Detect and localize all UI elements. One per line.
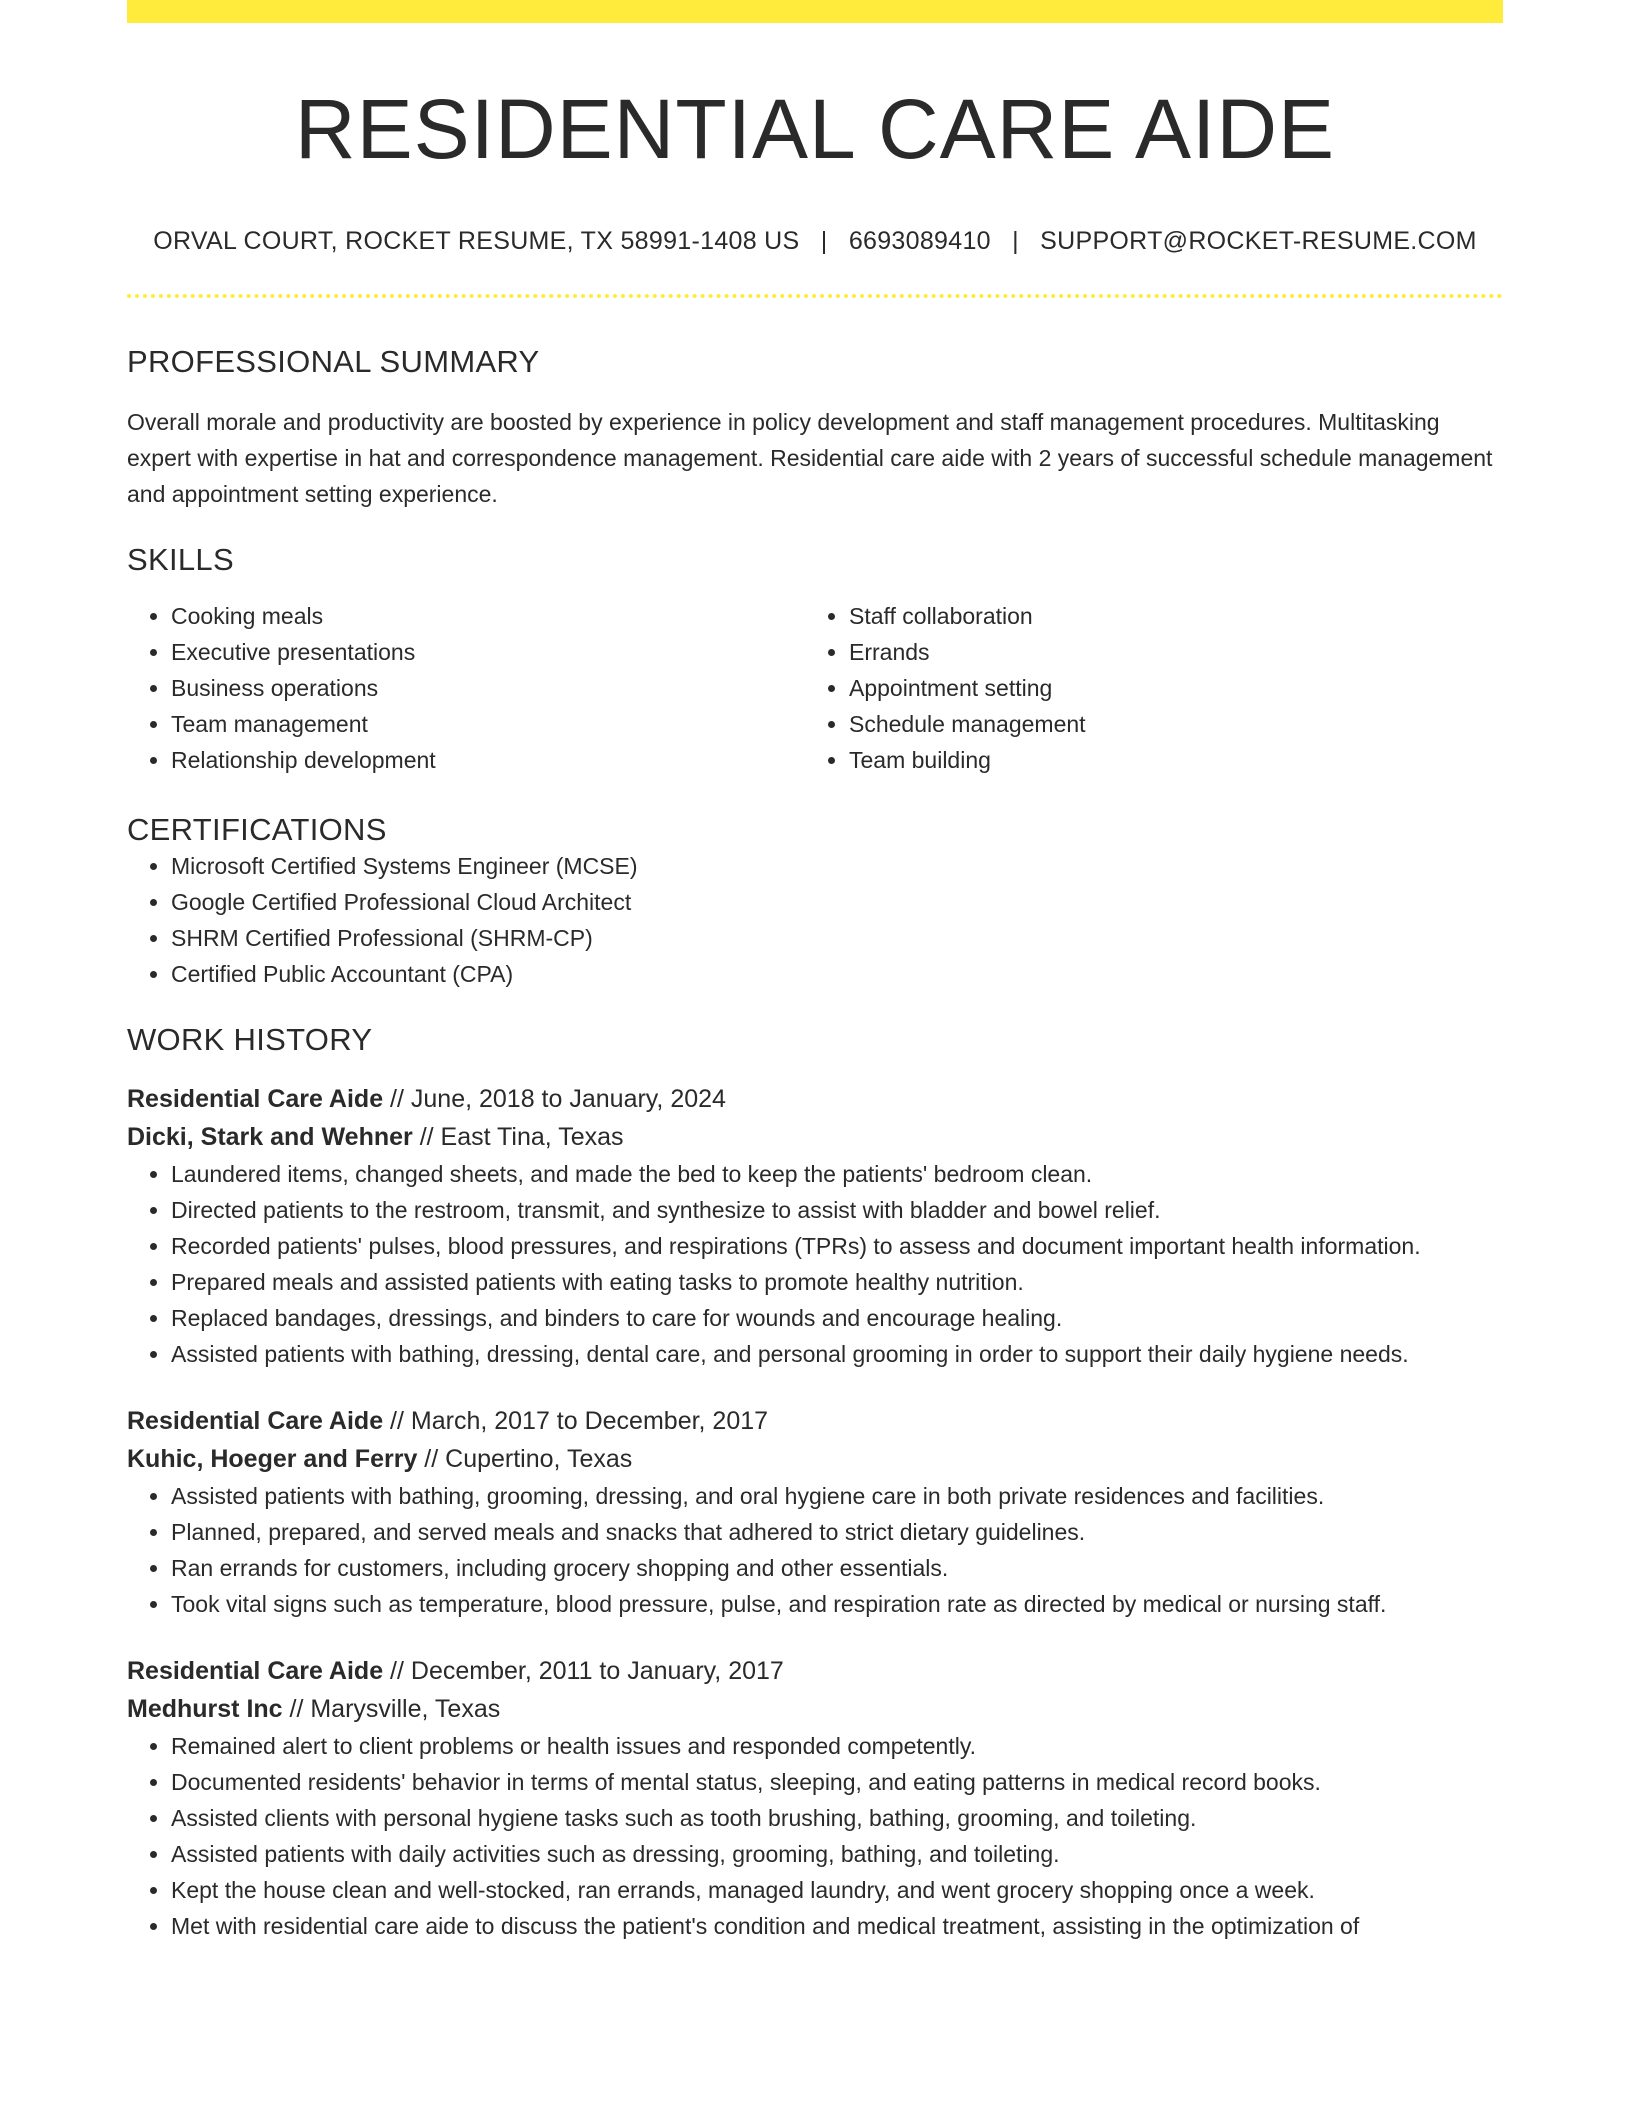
job-duty: • Assisted patients with daily activities such as dressing, grooming, bathing, and toileting. (171, 1836, 1503, 1872)
job-role: Residential Care Aide (127, 1657, 384, 1686)
job-duty: • Assisted patients with bathing, grooming, dressing, and oral hygiene care in both private residences and facilities. (171, 1478, 1503, 1514)
job-entry (127, 1652, 1503, 1944)
skill-item: • Team building (849, 742, 1483, 778)
job-dates: // December, 2011 to January, 2017 (383, 1657, 784, 1686)
summary-heading: PROFESSIONAL SUMMARY (127, 344, 540, 380)
dotted-divider (127, 294, 1503, 298)
skills-grid (127, 598, 1503, 778)
job-duties-list (127, 1478, 1503, 1622)
job-company-line (127, 1440, 1503, 1478)
job-company: Kuhic, Hoeger and Ferry (127, 1445, 418, 1474)
skill-item: • Appointment setting (849, 670, 1483, 706)
certifications-heading: CERTIFICATIONS (127, 812, 387, 848)
certification-item: • Certified Public Accountant (CPA) (171, 956, 1503, 992)
skills-column-right (805, 598, 1483, 778)
job-company: Medhurst Inc (127, 1695, 283, 1724)
job-entry (127, 1402, 1503, 1622)
job-duty: • Recorded patients' pulses, blood pressures, and respirations (TPRs) to assess and document important health information. (171, 1228, 1503, 1264)
job-duty: • Replaced bandages, dressings, and binders to care for wounds and encourage healing. (171, 1300, 1503, 1336)
contact-separator: | (1012, 227, 1019, 256)
skill-item: • Cooking meals (171, 598, 805, 634)
job-location: // Marysville, Texas (282, 1695, 501, 1724)
certification-item: • SHRM Certified Professional (SHRM-CP) (171, 920, 1503, 956)
job-dates: // March, 2017 to December, 2017 (383, 1407, 769, 1436)
skills-column-left (127, 598, 805, 778)
job-entry (127, 1080, 1503, 1372)
resume-name: RESIDENTIAL CARE AIDE (294, 82, 1336, 176)
resume-page (127, 0, 1503, 1944)
contact-line (127, 227, 1503, 256)
summary-text: Overall morale and productivity are boosted by experience in policy development and staff management procedures. Multitasking expert with expertise in hat and correspondence management. Residential care aide with 2 years of successful schedule management and appointment setting experience. (127, 409, 1493, 508)
job-duty: • Laundered items, changed sheets, and made the bed to keep the patients' bedroom clean. (171, 1156, 1503, 1192)
certification-item: • Microsoft Certified Systems Engineer (MCSE) (171, 848, 1503, 884)
job-company: Dicki, Stark and Wehner (127, 1123, 413, 1152)
job-role: Residential Care Aide (127, 1407, 384, 1436)
work-history-heading: WORK HISTORY (127, 1022, 373, 1058)
skill-item: • Errands (849, 634, 1483, 670)
job-duty: • Prepared meals and assisted patients with eating tasks to promote healthy nutrition. (171, 1264, 1503, 1300)
job-duty: • Remained alert to client problems or health issues and responded competently. (171, 1728, 1503, 1764)
job-location: // Cupertino, Texas (417, 1445, 633, 1474)
contact-separator: | (820, 227, 828, 256)
skill-item: • Relationship development (171, 742, 805, 778)
skills-list-left (127, 598, 805, 778)
job-duty: • Directed patients to the restroom, transmit, and synthesize to assist with bladder and bowel relief. (171, 1192, 1503, 1228)
accent-top-bar (127, 0, 1503, 23)
skill-item: • Schedule management (849, 706, 1483, 742)
job-location: // East Tina, Texas (412, 1123, 624, 1152)
skill-item: • Executive presentations (171, 634, 805, 670)
skill-item: • Business operations (171, 670, 805, 706)
job-duties-list (127, 1728, 1503, 1944)
skills-list-right (805, 598, 1483, 778)
skill-item: • Staff collaboration (849, 598, 1483, 634)
job-dates: // June, 2018 to January, 2024 (383, 1085, 726, 1114)
job-duty: • Documented residents' behavior in terms of mental status, sleeping, and eating patterns in medical record books. (171, 1764, 1503, 1800)
job-duty: • Planned, prepared, and served meals and snacks that adhered to strict dietary guidelines. (171, 1514, 1503, 1550)
job-duty: • Ran errands for customers, including grocery shopping and other essentials. (171, 1550, 1503, 1586)
job-role: Residential Care Aide (127, 1085, 384, 1114)
certification-item: • Google Certified Professional Cloud Architect (171, 884, 1503, 920)
contact-address: ORVAL COURT, ROCKET RESUME, TX 58991-1408 US (153, 227, 800, 256)
job-duty: • Met with residential care aide to discuss the patient's condition and medical treatment, assisting in the optimization of (171, 1908, 1503, 1944)
contact-phone: 6693089410 (848, 227, 991, 256)
job-company-line (127, 1118, 1503, 1156)
contact-email: SUPPORT@ROCKET-RESUME.COM (1040, 227, 1477, 256)
job-title-line (127, 1652, 1503, 1690)
job-duty: • Assisted patients with bathing, dressing, dental care, and personal grooming in order to support their daily hygiene needs. (171, 1336, 1503, 1372)
job-company-line (127, 1690, 1503, 1728)
skill-item: • Team management (171, 706, 805, 742)
job-duty: • Kept the house clean and well-stocked, ran errands, managed laundry, and went grocery shopping once a week. (171, 1872, 1503, 1908)
certifications-list (127, 848, 1503, 992)
skills-heading: SKILLS (127, 542, 234, 578)
job-title-line (127, 1080, 1503, 1118)
job-duty: • Assisted clients with personal hygiene tasks such as tooth brushing, bathing, grooming, and toileting. (171, 1800, 1503, 1836)
job-duties-list (127, 1156, 1503, 1372)
job-duty: • Took vital signs such as temperature, blood pressure, pulse, and respiration rate as directed by medical or nursing staff. (171, 1586, 1503, 1622)
job-title-line (127, 1402, 1503, 1440)
